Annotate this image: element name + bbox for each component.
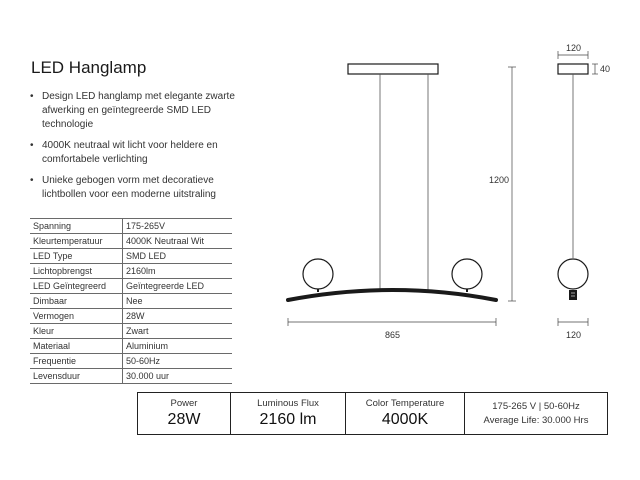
canopy-width-label: 120 [566, 43, 582, 53]
spec-key: Levensduur [30, 369, 123, 384]
canopy-height-label: 40 [600, 64, 611, 74]
spec-key: LED Geïntegreerd [30, 279, 123, 294]
voltage-line: 175-265 V | 50-60Hz [492, 400, 580, 412]
flux-cell [231, 393, 346, 434]
side-canopy [558, 64, 588, 74]
spec-value: Zwart [123, 324, 233, 339]
side-lamp-body [569, 290, 577, 300]
temp-value: 4000K [381, 411, 429, 428]
product-title: LED Hanglamp [31, 58, 147, 77]
glass-globe [452, 259, 482, 289]
front-height-label: 1200 [489, 175, 510, 185]
temp-cell [346, 393, 465, 434]
spec-value: 4000K Neutraal Wit [123, 234, 233, 249]
spec-value: Aluminium [123, 339, 233, 354]
spec-key: Vermogen [30, 309, 123, 324]
electrical-cell [465, 393, 607, 434]
spec-value: Nee [123, 294, 233, 309]
spec-key: Spanning [30, 219, 123, 234]
spec-key: Materiaal [30, 339, 123, 354]
spec-value: SMD LED [123, 249, 233, 264]
spec-key: Kleurtemperatuur [30, 234, 123, 249]
bottom-width-label: 120 [566, 330, 582, 340]
feature-bullet: • Unieke gebogen vorm met decoratieve lichtbollen voor een moderne uitstraling [30, 174, 245, 202]
power-label: Power [170, 398, 198, 409]
front-width-label: 865 [385, 330, 401, 340]
spec-value: 2160lm [123, 264, 233, 279]
summary-bar [137, 392, 608, 435]
flux-label: Luminous Flux [257, 398, 319, 409]
ceiling-canopy [348, 64, 438, 74]
spec-key: Kleur [30, 324, 123, 339]
feature-bullet: • Design LED hanglamp met elegante zwarte afwerking en geïntegreerde SMD LED technologie [30, 90, 245, 132]
spec-value: 175-265V [123, 219, 233, 234]
spec-value: Geïntegreerde LED [123, 279, 233, 294]
curved-lamp-body [288, 290, 496, 300]
spec-key: Frequentie [30, 354, 123, 369]
spec-key: Lichtopbrengst [30, 264, 123, 279]
power-cell [138, 393, 231, 434]
spec-value: 50-60Hz [123, 354, 233, 369]
spec-key: Dimbaar [30, 294, 123, 309]
flux-value: 2160 lm [259, 411, 317, 428]
temp-label: Color Temperature [365, 398, 445, 409]
feature-bullet: • 4000K neutraal wit licht voor heldere en comfortabele verlichting [30, 139, 245, 167]
spec-value: 28W [123, 309, 233, 324]
front-view [288, 64, 516, 340]
side-view [558, 43, 610, 340]
life-line: Average Life: 30.000 Hrs [483, 414, 589, 426]
side-globe [558, 259, 588, 289]
glass-globe [303, 259, 333, 289]
spec-key: LED Type [30, 249, 123, 264]
power-value: 28W [167, 411, 201, 428]
spec-value: 30.000 uur [123, 369, 233, 384]
